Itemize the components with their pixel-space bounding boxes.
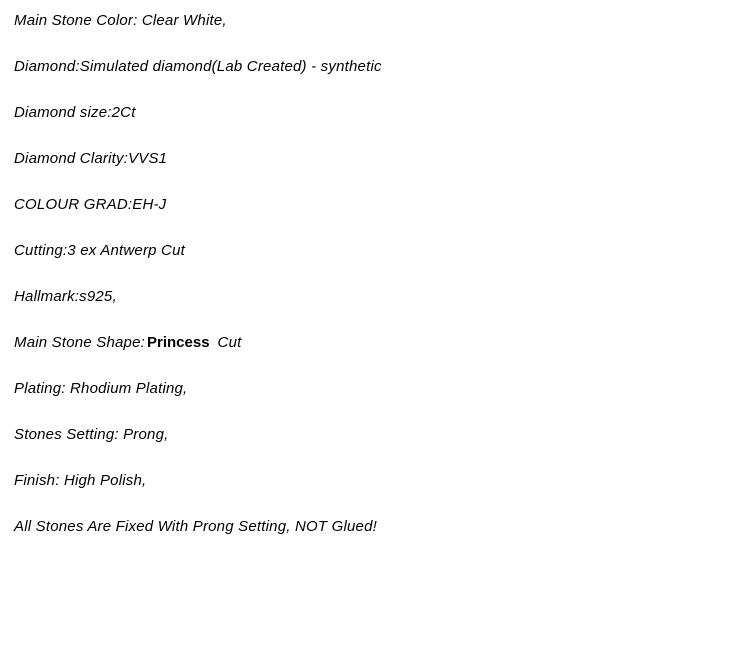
spec-line-diamond-type: Diamond:Simulated diamond(Lab Created) - synthetic xyxy=(14,58,382,75)
spec-line-fixing-note: All Stones Are Fixed With Prong Setting, NOT Glued! xyxy=(14,518,377,535)
spec-line-diamond-size: Diamond size:2Ct xyxy=(14,104,136,121)
spec-line-finish: Finish: High Polish, xyxy=(14,472,147,489)
spec-line-stones-setting: Stones Setting: Prong, xyxy=(14,426,169,443)
spec-shape-suffix: Cut xyxy=(217,334,242,351)
spec-line-diamond-clarity: Diamond Clarity:VVS1 xyxy=(14,150,168,167)
spec-shape-value: Princess xyxy=(147,334,210,351)
spec-shape-label: Main Stone Shape: xyxy=(14,334,145,351)
spec-line-plating: Plating: Rhodium Plating, xyxy=(14,380,188,397)
spec-line-colour-grade: COLOUR GRAD:EH-J xyxy=(14,196,167,213)
spec-line-main-stone-color: Main Stone Color: Clear White, xyxy=(14,12,227,29)
spec-line-cutting: Cutting:3 ex Antwerp Cut xyxy=(14,242,185,259)
spec-line-hallmark: Hallmark:s925, xyxy=(14,288,117,305)
spec-line-main-stone-shape xyxy=(14,335,740,351)
